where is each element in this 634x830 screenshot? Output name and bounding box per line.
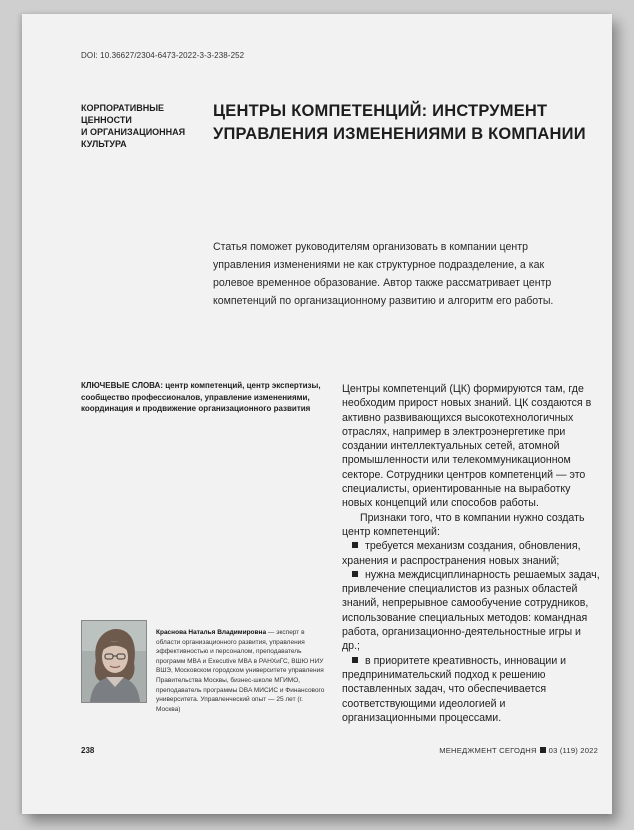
page-number: 238 <box>81 746 95 755</box>
doi-line: DOI: 10.36627/2304-6473-2022-3-3-238-252 <box>81 51 245 60</box>
rubric-heading <box>81 102 191 150</box>
bullet-item <box>342 654 600 725</box>
bullet-text: нужна междисциплинарность решаемых задач, привлечение специалистов из разных областей знаний, непрерывное самообучение сотрудников, использование специальных методов: командная работа, организационно-деятельностные игры и др.; <box>342 568 600 653</box>
issue-number: 03 (119) 2022 <box>548 746 598 755</box>
bullet-text: в приоритете креативность, инновации и предпринимательский подход к решению поставленных задач, что обеспечивается соответствующими идеологией и организационными процессами. <box>342 654 567 724</box>
title-line: УПРАВЛЕНИЯ ИЗМЕНЕНИЯМИ В КОМПАНИИ <box>213 125 586 143</box>
keywords-block <box>81 380 325 415</box>
rubric-line: И ОРГАНИЗАЦИОННАЯ <box>81 127 186 137</box>
keywords-text: центр компетенций, центр экспертизы, сообщество профессионалов, управление изменениями, координация и продвижение организационного развития <box>81 381 321 413</box>
journal-footer <box>439 746 598 755</box>
bullet-text: требуется механизм создания, обновления, хранения и распространения новых знаний; <box>342 540 581 567</box>
bullet-square-icon <box>352 657 358 663</box>
rubric-line: КОРПОРАТИВНЫЕ <box>81 103 165 113</box>
author-bio <box>156 628 326 714</box>
body-paragraph: Признаки того, что в компании нужно создать центр компетенций: <box>342 511 585 538</box>
rubric-line: ЦЕННОСТИ <box>81 115 132 125</box>
article-title <box>213 100 603 146</box>
bullet-item <box>342 568 600 654</box>
footer-square-icon <box>540 747 546 753</box>
author-name: Краснова Наталья Владимировна <box>156 629 267 636</box>
rubric-line: КУЛЬТУРА <box>81 139 127 149</box>
keywords-label: КЛЮЧЕВЫЕ СЛОВА: <box>81 381 163 390</box>
bullet-square-icon <box>352 571 358 577</box>
title-line: ЦЕНТРЫ КОМПЕТЕНЦИЙ: ИНСТРУМЕНТ <box>213 102 548 120</box>
article-lead: Статья поможет руководителям организовать в компании центр управления изменениями не как структурное подразделение, а как ролевое временное образование. Автор также рассматривает центр компетенций по организационному развитию и алгоритм его работы. <box>213 241 554 307</box>
journal-page <box>22 14 612 814</box>
bullet-square-icon <box>352 542 358 548</box>
author-photo <box>81 620 147 703</box>
author-portrait-icon <box>82 621 146 702</box>
bullet-item <box>342 539 600 568</box>
author-description: — эксперт в области организационного развития, управления эффективностью и персоналом, преподаватель программ MBA и Executive MBA в РАНХиГС, ВШЮ НИУ ВШЭ, Московском городском университете управления Правительства Москвы, бизнес-школе МГИМО, преподаватель программы DBA МИСИС и Финансового университета. Управленческий опыт — 25 лет (г. Москва) <box>156 629 325 713</box>
journal-name: МЕНЕДЖМЕНТ СЕГОДНЯ <box>439 746 537 755</box>
body-paragraph: Центры компетенций (ЦК) формируются там, где необходим прирост новых знаний. ЦК создаются в активно развивающихся высокотехнологичных отраслях, например в электроэнергетике при создании интеллектуальных сетей, атомной промышленности или телекоммуникационном секторе. Сотрудники центров компетенций — это специалисты, ориентированные на выработку новых концепций или способов работы. <box>342 383 592 510</box>
body-text <box>342 382 600 725</box>
